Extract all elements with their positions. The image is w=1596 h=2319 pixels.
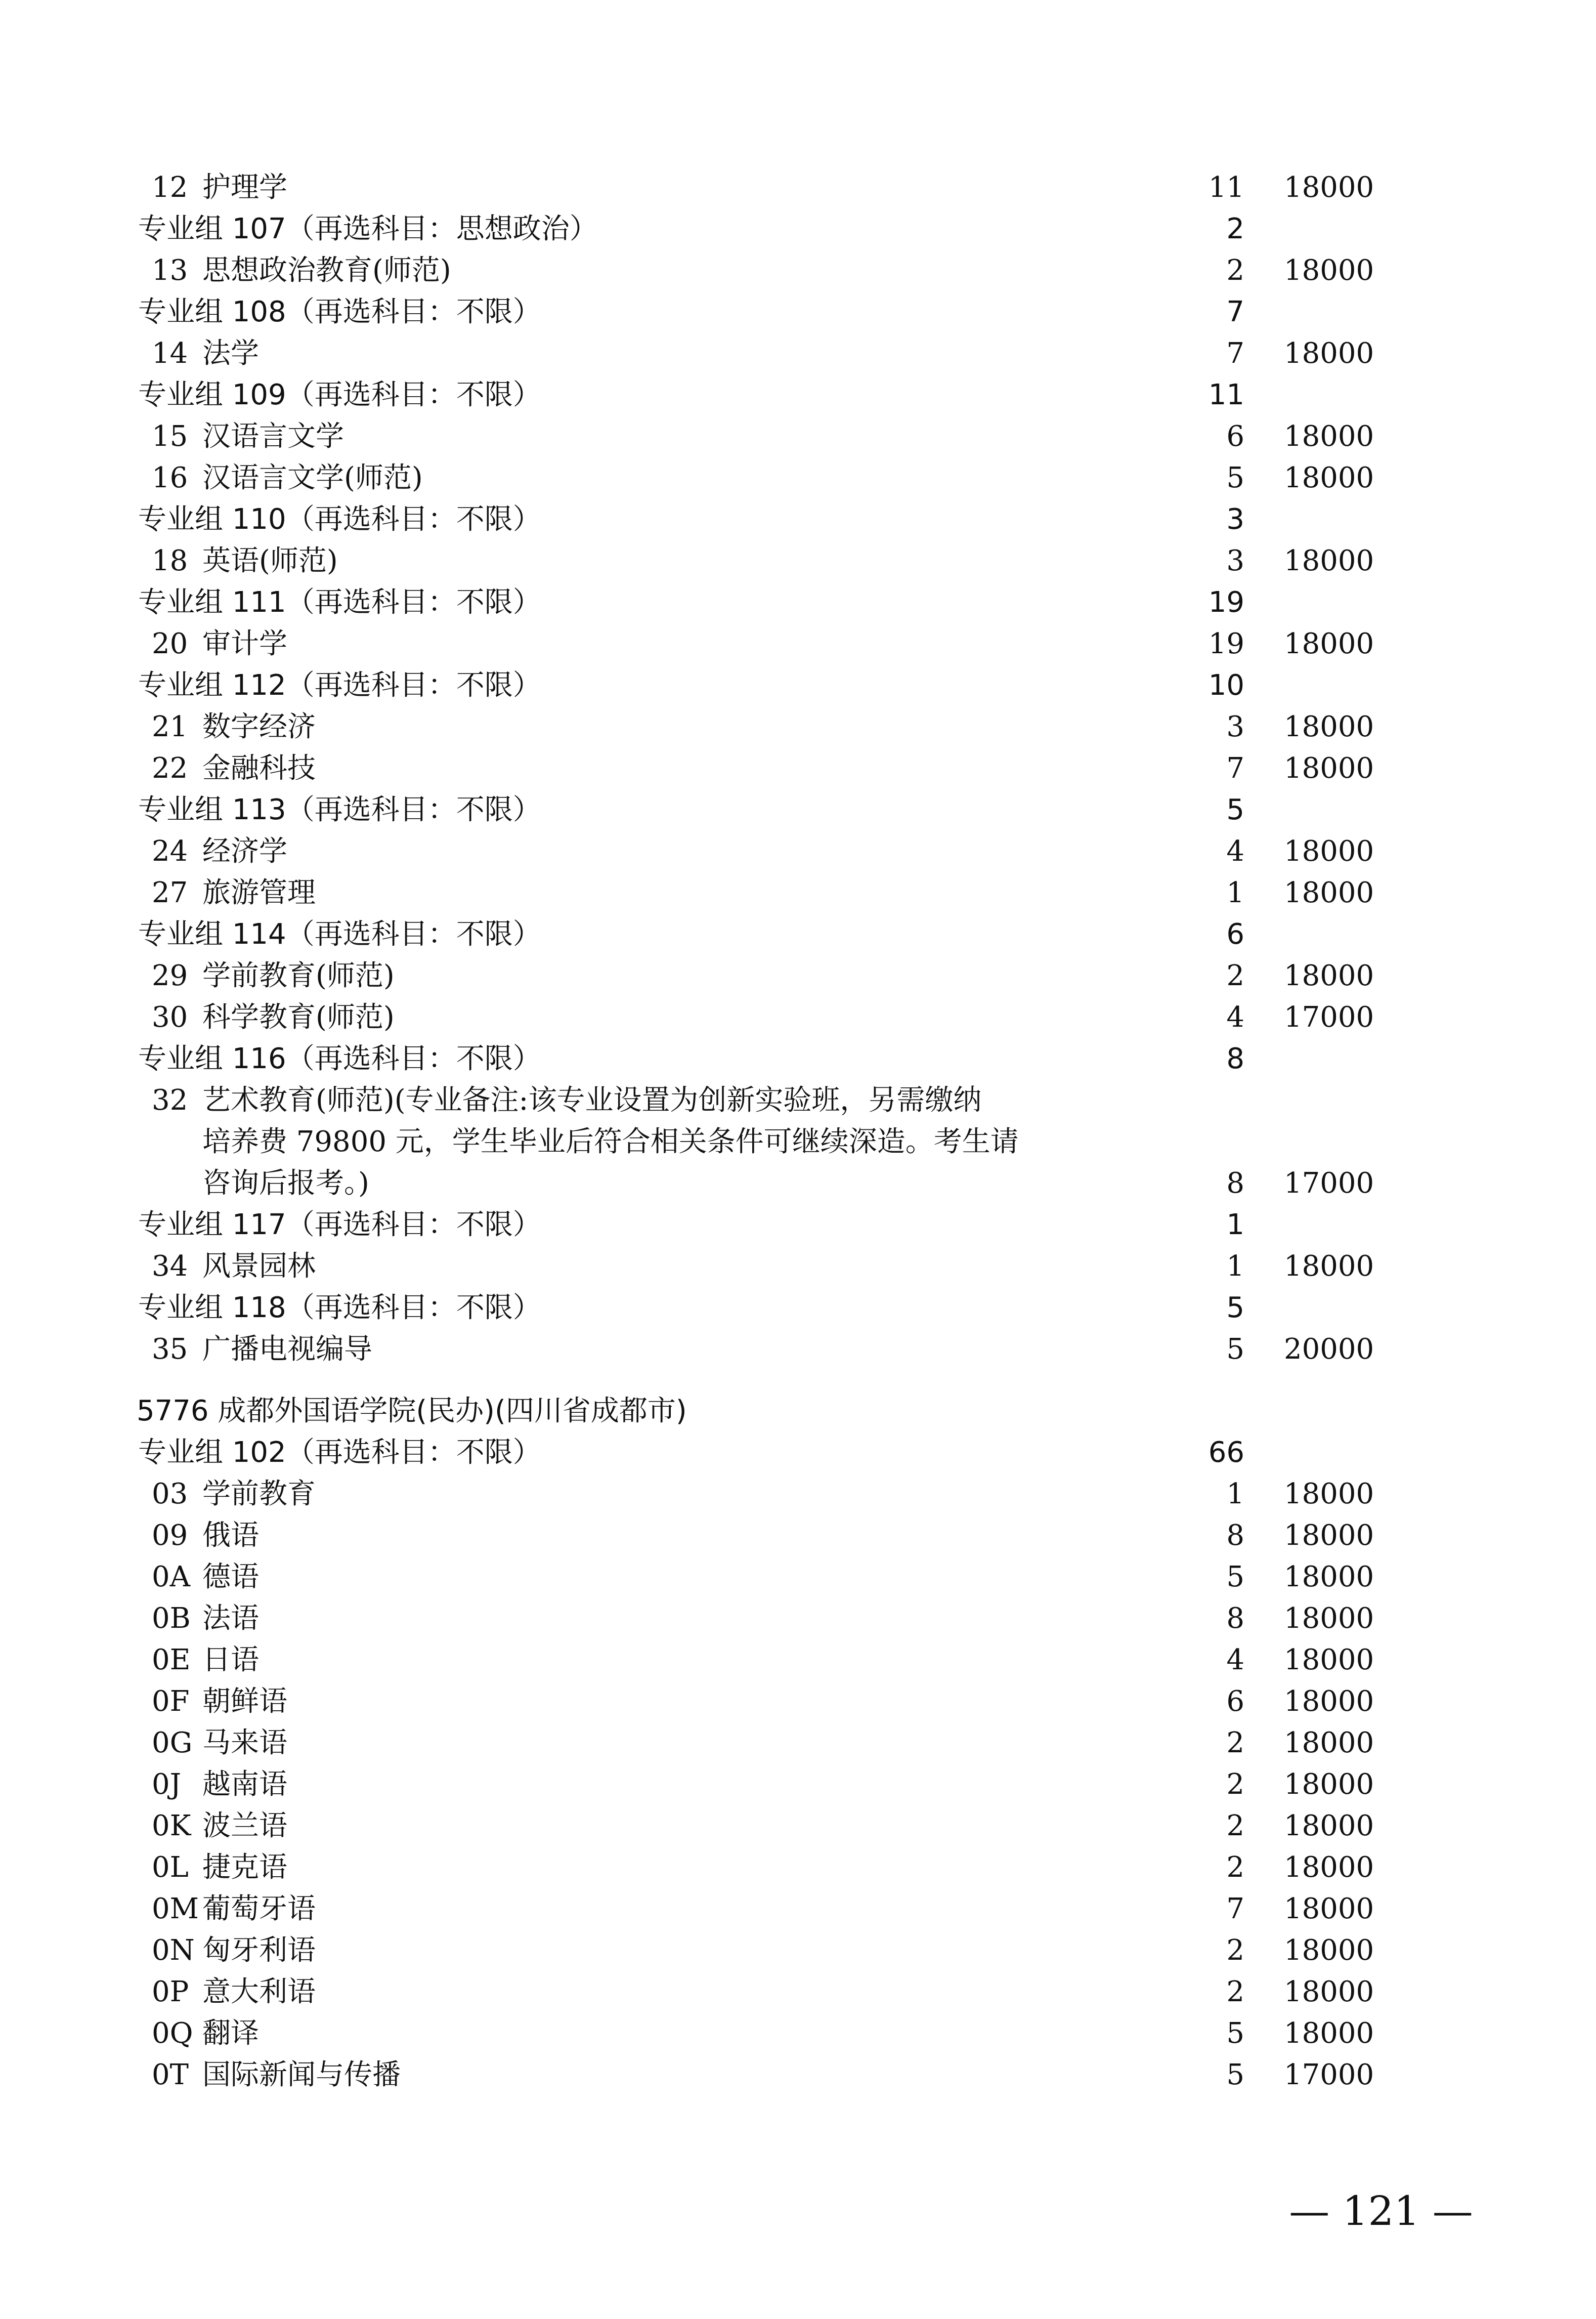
major-row-multiline — [0, 1080, 1596, 1204]
enrollment-count: 1 — [1226, 1478, 1244, 1510]
major-name-line: 培养费 79800 元，学生毕业后符合相关条件可继续深造。考生请 — [202, 1125, 1019, 1158]
group-name: 专业组 116（再选科目：不限） — [138, 1042, 541, 1075]
enrollment-count: 1 — [1226, 876, 1244, 909]
group-name: 专业组 113（再选科目：不限） — [138, 793, 541, 826]
enrollment-count: 1 — [1226, 1250, 1244, 1283]
major-row — [0, 872, 1596, 914]
major-code: 0A — [152, 1561, 191, 1593]
major-name: 英语(师范) — [202, 544, 338, 577]
enrollment-count: 19 — [1208, 627, 1244, 660]
major-name-line: 艺术教育(师范)(专业备注:该专业设置为创新实验班，另需缴纳 — [202, 1084, 982, 1117]
group-name: 专业组 112（再选科目：不限） — [138, 669, 541, 702]
major-row — [0, 831, 1596, 872]
tuition-fee: 17000 — [1284, 2058, 1374, 2091]
major-name: 德语 — [202, 1561, 259, 1593]
tuition-fee: 18000 — [1284, 1892, 1374, 1925]
major-code: 22 — [152, 752, 188, 785]
group-name: 专业组 110（再选科目：不限） — [138, 503, 541, 536]
enrollment-count: 4 — [1226, 1643, 1244, 1676]
major-row — [0, 1930, 1596, 1971]
tuition-fee: 18000 — [1284, 171, 1374, 204]
major-row — [0, 1971, 1596, 2013]
enrollment-count: 8 — [1226, 1519, 1244, 1552]
group-count: 6 — [1226, 918, 1244, 951]
group-count: 5 — [1226, 1291, 1244, 1324]
major-code: 03 — [152, 1478, 188, 1510]
major-row — [0, 2013, 1596, 2054]
major-row — [0, 1246, 1596, 1287]
major-row — [0, 1556, 1596, 1598]
page-number: — 121 — — [1289, 2187, 1473, 2234]
tuition-fee: 18000 — [1284, 254, 1374, 287]
tuition-fee: 18000 — [1284, 959, 1374, 992]
group-row — [0, 499, 1596, 540]
major-row — [0, 1888, 1596, 1930]
enrollment-count: 2 — [1226, 1934, 1244, 1967]
major-code: 35 — [152, 1333, 188, 1366]
group-name: 专业组 109（再选科目：不限） — [138, 378, 541, 411]
major-name: 金融科技 — [202, 752, 316, 785]
major-code: 0M — [152, 1892, 199, 1925]
enrollment-count: 6 — [1226, 420, 1244, 453]
major-code: 0K — [152, 1809, 191, 1842]
group-count: 10 — [1208, 669, 1244, 702]
major-row — [0, 1598, 1596, 1639]
major-row — [0, 1722, 1596, 1764]
major-row — [0, 706, 1596, 748]
group-row — [0, 789, 1596, 831]
major-name-line: 咨询后报考。) — [202, 1167, 369, 1200]
tuition-fee: 18000 — [1284, 1519, 1374, 1552]
major-code: 0Q — [152, 2017, 193, 2050]
school-row — [0, 1390, 1596, 1432]
enrollment-count: 7 — [1226, 1892, 1244, 1925]
enrollment-count: 2 — [1226, 1975, 1244, 2008]
enrollment-count: 2 — [1226, 254, 1244, 287]
major-code: 16 — [152, 461, 188, 494]
major-code: 0G — [152, 1726, 193, 1759]
major-name: 法学 — [202, 337, 259, 370]
major-name — [202, 1080, 1113, 1204]
major-row — [0, 623, 1596, 665]
major-name: 国际新闻与传播 — [202, 2058, 401, 2091]
enrollment-count: 5 — [1226, 2017, 1244, 2050]
group-name: 专业组 107（再选科目：思想政治） — [138, 213, 598, 245]
major-row — [0, 457, 1596, 499]
major-code: 0B — [152, 1602, 191, 1635]
major-row — [0, 997, 1596, 1038]
group-count: 1 — [1226, 1208, 1244, 1241]
group-row — [0, 1204, 1596, 1246]
major-name: 匈牙利语 — [202, 1934, 316, 1967]
tuition-fee: 18000 — [1284, 1975, 1374, 2008]
enrollment-count: 8 — [1226, 1602, 1244, 1635]
major-code: 32 — [152, 1084, 188, 1117]
group-row — [0, 1432, 1596, 1473]
tuition-fee: 18000 — [1284, 420, 1374, 453]
major-row — [0, 955, 1596, 997]
major-code: 09 — [152, 1519, 188, 1552]
major-code: 18 — [152, 544, 188, 577]
major-name: 波兰语 — [202, 1809, 287, 1842]
group-row — [0, 208, 1596, 250]
major-name: 捷克语 — [202, 1851, 287, 1884]
tuition-fee: 18000 — [1284, 337, 1374, 370]
major-name: 日语 — [202, 1643, 259, 1676]
major-row — [0, 748, 1596, 789]
tuition-fee: 18000 — [1284, 710, 1374, 743]
major-row — [0, 1639, 1596, 1681]
major-code: 21 — [152, 710, 188, 743]
tuition-fee: 18000 — [1284, 1250, 1374, 1283]
group-name: 专业组 111（再选科目：不限） — [138, 586, 541, 619]
tuition-fee: 18000 — [1284, 1809, 1374, 1842]
major-name: 翻译 — [202, 2017, 259, 2050]
major-name: 广播电视编导 — [202, 1333, 372, 1366]
group-count: 19 — [1208, 586, 1244, 619]
enrollment-count: 2 — [1226, 1809, 1244, 1842]
enrollment-count: 7 — [1226, 337, 1244, 370]
major-code: 34 — [152, 1250, 188, 1283]
enrollment-count: 11 — [1208, 171, 1244, 204]
enrollment-count: 3 — [1226, 710, 1244, 743]
enrollment-count: 6 — [1226, 1685, 1244, 1718]
major-name: 马来语 — [202, 1726, 287, 1759]
major-row — [0, 1805, 1596, 1847]
major-name: 意大利语 — [202, 1975, 316, 2008]
major-name: 学前教育(师范) — [202, 959, 395, 992]
group-name: 专业组 117（再选科目：不限） — [138, 1208, 541, 1241]
major-row — [0, 2054, 1596, 2096]
enrollment-count: 2 — [1226, 1851, 1244, 1884]
tuition-fee: 18000 — [1284, 1768, 1374, 1801]
enrollment-count: 4 — [1226, 835, 1244, 868]
enrollment-count: 5 — [1226, 2058, 1244, 2091]
major-name: 思想政治教育(师范) — [202, 254, 451, 287]
enrollment-count: 7 — [1226, 752, 1244, 785]
group-row — [0, 1287, 1596, 1329]
major-code: 20 — [152, 627, 188, 660]
enrollment-count: 5 — [1226, 1561, 1244, 1593]
major-row — [0, 250, 1596, 291]
group-count: 66 — [1208, 1436, 1244, 1469]
tuition-fee: 18000 — [1284, 835, 1374, 868]
enrollment-count: 2 — [1226, 959, 1244, 992]
group-row — [0, 582, 1596, 623]
major-name: 汉语言文学 — [202, 420, 344, 453]
group-row — [0, 291, 1596, 333]
group-count: 7 — [1226, 296, 1244, 328]
major-name: 护理学 — [202, 171, 287, 204]
tuition-fee: 20000 — [1284, 1333, 1374, 1366]
major-code: 0F — [152, 1685, 190, 1718]
group-row — [0, 914, 1596, 955]
tuition-fee: 18000 — [1284, 1685, 1374, 1718]
tuition-fee: 18000 — [1284, 752, 1374, 785]
major-name: 葡萄牙语 — [202, 1892, 316, 1925]
major-code: 30 — [152, 1001, 188, 1034]
group-count: 3 — [1226, 503, 1244, 536]
group-name: 专业组 102（再选科目：不限） — [138, 1436, 541, 1469]
major-row — [0, 1847, 1596, 1888]
group-row — [0, 374, 1596, 416]
major-code: 15 — [152, 420, 188, 453]
major-row — [0, 333, 1596, 374]
major-row — [0, 1515, 1596, 1556]
group-count: 2 — [1226, 213, 1244, 245]
major-name: 俄语 — [202, 1519, 259, 1552]
tuition-fee: 18000 — [1284, 544, 1374, 577]
tuition-fee: 17000 — [1284, 1167, 1374, 1200]
major-row — [0, 1329, 1596, 1370]
major-row — [0, 540, 1596, 582]
tuition-fee: 18000 — [1284, 1726, 1374, 1759]
enrollment-count: 3 — [1226, 544, 1244, 577]
major-row — [0, 1681, 1596, 1722]
major-name: 数字经济 — [202, 710, 316, 743]
tuition-fee: 18000 — [1284, 1643, 1374, 1676]
major-row — [0, 167, 1596, 208]
enrollment-count: 8 — [1226, 1167, 1244, 1200]
major-code: 0J — [152, 1768, 182, 1801]
major-code: 0E — [152, 1643, 191, 1676]
group-row — [0, 1038, 1596, 1080]
enrollment-count: 2 — [1226, 1726, 1244, 1759]
major-name: 经济学 — [202, 835, 287, 868]
major-code: 12 — [152, 171, 188, 204]
major-code: 13 — [152, 254, 188, 287]
group-count: 8 — [1226, 1042, 1244, 1075]
tuition-fee: 18000 — [1284, 1478, 1374, 1510]
tuition-fee: 18000 — [1284, 1561, 1374, 1593]
major-code: 27 — [152, 876, 188, 909]
group-name: 专业组 108（再选科目：不限） — [138, 296, 541, 328]
major-name: 汉语言文学(师范) — [202, 461, 423, 494]
major-row — [0, 1473, 1596, 1515]
major-name: 科学教育(师范) — [202, 1001, 395, 1034]
major-row — [0, 416, 1596, 457]
tuition-fee: 18000 — [1284, 627, 1374, 660]
major-code: 0N — [152, 1934, 195, 1967]
major-code: 0T — [152, 2058, 189, 2091]
group-name: 专业组 114（再选科目：不限） — [138, 918, 541, 951]
major-name: 审计学 — [202, 627, 287, 660]
tuition-fee: 18000 — [1284, 461, 1374, 494]
major-code: 29 — [152, 959, 188, 992]
major-name: 法语 — [202, 1602, 259, 1635]
tuition-fee: 18000 — [1284, 1851, 1374, 1884]
school-name: 5776 成都外国语学院(民办)(四川省成都市) — [137, 1395, 687, 1427]
group-name: 专业组 118（再选科目：不限） — [138, 1291, 541, 1324]
major-code: 0L — [152, 1851, 189, 1884]
major-name: 风景园林 — [202, 1250, 316, 1283]
major-code: 24 — [152, 835, 188, 868]
major-code: 14 — [152, 337, 188, 370]
tuition-fee: 18000 — [1284, 1934, 1374, 1967]
major-code: 0P — [152, 1975, 189, 2008]
tuition-fee: 17000 — [1284, 1001, 1374, 1034]
tuition-fee: 18000 — [1284, 876, 1374, 909]
major-name: 越南语 — [202, 1768, 287, 1801]
enrollment-count: 5 — [1226, 1333, 1244, 1366]
major-name: 学前教育 — [202, 1478, 316, 1510]
enrollment-count: 5 — [1226, 461, 1244, 494]
enrollment-count: 4 — [1226, 1001, 1244, 1034]
tuition-fee: 18000 — [1284, 1602, 1374, 1635]
enrollment-count: 2 — [1226, 1768, 1244, 1801]
group-row — [0, 665, 1596, 706]
tuition-fee: 18000 — [1284, 2017, 1374, 2050]
group-count: 5 — [1226, 793, 1244, 826]
major-name: 朝鲜语 — [202, 1685, 287, 1718]
major-name: 旅游管理 — [202, 876, 316, 909]
group-count: 11 — [1208, 378, 1244, 411]
major-row — [0, 1764, 1596, 1805]
